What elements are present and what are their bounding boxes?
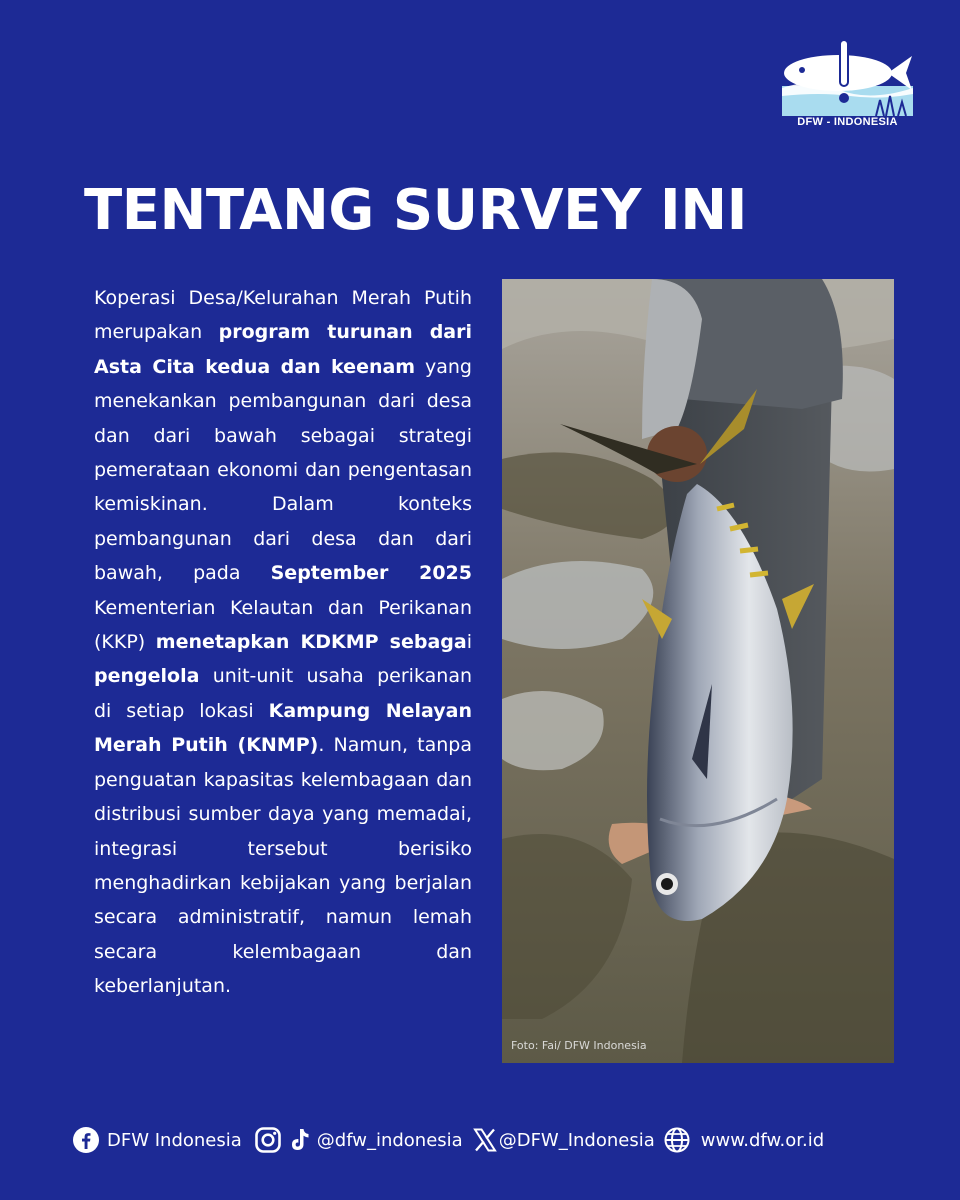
instagram-icon xyxy=(254,1126,282,1154)
facebook-link[interactable] xyxy=(72,1126,242,1154)
facebook-icon xyxy=(72,1126,100,1154)
body-text-segment: Kementerian Kelautan dan Perikanan (KKP) xyxy=(94,596,472,654)
body-text-segment: yang menekankan pembangunan dari desa dan dari bawah sebagai strategi pemerataan ekonomi dan pengentasan kemiskinan. Dalam konteks pembangunan dari desa dan dari bawah, pada xyxy=(94,355,472,585)
body-bold-segment: menetapkan KDKMP sebaga xyxy=(155,631,467,654)
fisherman-tuna-photo xyxy=(502,279,894,1063)
logo-label: DFW - INDONESIA xyxy=(797,116,898,128)
website-link[interactable] xyxy=(663,1126,824,1154)
body-text-segment: . Namun, tanpa penguatan kapasitas kelembagaan dan distribusi sumber daya yang memadai, integrasi tersebut berisiko menghadirkan kebijakan yang berjalan secara administratif, namun lemah secara kelembagaan dan keberlanjutan. xyxy=(94,734,472,998)
body-bold-segment: September 2025 xyxy=(270,562,472,585)
instagram-tiktok-link[interactable] xyxy=(254,1126,463,1154)
body-bold-segment: program turunan dari Asta Cita kedua dan keenam xyxy=(94,321,472,378)
body-text-segment: unit-unit usaha perikanan di setiap lokasi xyxy=(94,665,472,722)
x-label: @DFW_Indonesia xyxy=(498,1129,655,1151)
body-bold-segment: Kampung Nelayan Merah Putih (KNMP) xyxy=(94,699,473,757)
body-text-segment: i xyxy=(466,631,472,654)
globe-icon xyxy=(663,1126,691,1154)
social-footer xyxy=(72,1122,902,1158)
body-paragraph xyxy=(94,281,472,1004)
x-link[interactable] xyxy=(473,1127,655,1153)
tiktok-icon xyxy=(288,1126,312,1154)
body-bold-segment: pengelola xyxy=(94,665,200,688)
fish-logo-icon xyxy=(780,38,915,118)
dfw-logo xyxy=(780,38,915,133)
body-text-segment: Koperasi Desa/Kelurahan Merah Putih merupakan xyxy=(94,287,472,344)
facebook-label: DFW Indonesia xyxy=(107,1129,242,1151)
website-label: www.dfw.or.id xyxy=(700,1129,825,1151)
photo-credit: Foto: Fai/ DFW Indonesia xyxy=(511,1039,647,1052)
instagram-tiktok-label: @dfw_indonesia xyxy=(316,1129,463,1151)
x-icon xyxy=(473,1127,497,1153)
page-title: TENTANG SURVEY INI xyxy=(84,178,747,243)
